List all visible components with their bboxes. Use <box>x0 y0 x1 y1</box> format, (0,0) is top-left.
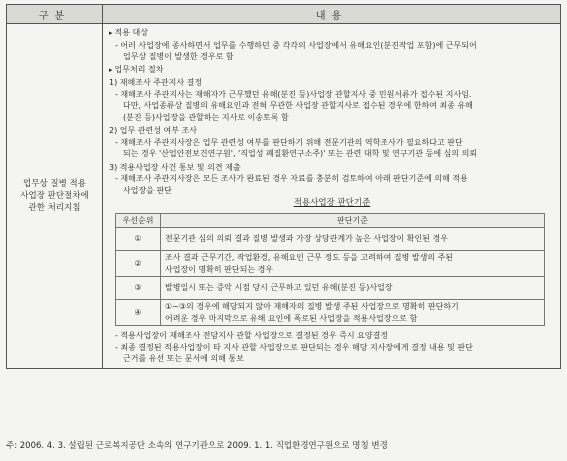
criteria-header: 판단기준 <box>161 213 545 228</box>
priority-number: ② <box>116 251 161 277</box>
text-line: 되는 경우 '산업안전보건연구원', '직업성 폐질환연구소주)' 또는 관련 대학 및 연구기관 등에 심의 의뢰 <box>123 149 478 158</box>
text-line: (분진 등)사업장을 관할하는 지사로 이송토록 함 <box>123 112 289 122</box>
priority-number: ④ <box>116 300 161 326</box>
criteria-row <box>116 251 545 277</box>
category-line: 관한 처리지침 <box>28 202 81 213</box>
text-line: - 어러 사업장에 종사하면서 업무를 수행하던 중 각각의 사업장에서 유해요인(분진작업 포함)에 근무되어 <box>115 40 477 50</box>
criteria-table <box>115 213 545 327</box>
text-line: - 재해조사 주관지사장은 업무 관련성 여부를 판단하기 위해 전문기관의 역학조사가 필요하다고 판단 <box>115 137 463 147</box>
triangle-bullet-icon: ▸ <box>109 65 113 74</box>
subsection-title: 1) 재해조사 주관지사 결정 <box>109 78 203 87</box>
procedure-section <box>109 64 555 197</box>
text-line: 사업장을 판단 <box>123 185 172 195</box>
guideline-table <box>6 4 561 369</box>
tail-section <box>109 330 555 365</box>
category-cell <box>7 24 103 369</box>
footnote: 주: 2006. 4. 3. 설립된 근로복지공단 소속의 연구기관으로 2009. 1. 1. 직업환경연구원으로 명칭 변경 <box>6 441 388 451</box>
section-title: 적용 대상 <box>114 28 148 37</box>
priority-number: ① <box>116 228 161 251</box>
criteria-header-row <box>116 213 545 228</box>
priority-number: ③ <box>116 277 161 300</box>
header-content: 내용 <box>103 5 561 24</box>
criteria-text: ①~③의 경우에 해당되지 않아 재해자의 질병 발생 주된 사업장으로 명확히 판단하기 어려운 경우 마지막으로 유해 요인에 폭로된 사업장을 적용사업장으로 함 <box>161 300 545 326</box>
criteria-title: 적용사업장 판단기준 <box>293 198 371 208</box>
triangle-bullet-icon: ▸ <box>109 29 113 37</box>
target-section <box>109 27 555 63</box>
table-row <box>7 24 561 369</box>
priority-header: 우선순위 <box>116 213 161 228</box>
content-cell <box>103 24 561 369</box>
text-line: - 재해조사 주관지사는 재해자가 근무했던 유해(분진 등)사업장 관할지사 중 민원서류가 접수된 지사임. <box>115 89 472 99</box>
subsection-title: 3) 적용사업장 사건 통보 및 의견 제출 <box>109 162 241 172</box>
guideline-document <box>6 4 561 369</box>
category-line: 사업장 판단절차에 <box>20 190 89 201</box>
header-category: 구분 <box>7 5 103 24</box>
table-header-row <box>7 5 561 24</box>
text-line: 근거를 유선 또는 문서에 의해 통보 <box>123 354 244 363</box>
criteria-text: 전문기관 심의 의뢰 결과 질병 발생과 가장 상당관계가 높은 사업장이 확인된 경우 <box>161 228 545 251</box>
text-line: 업무상 질병이 발생한 경우로 함 <box>123 52 234 61</box>
section-title: 업무처리 절차 <box>114 64 164 74</box>
text-line: 다만, 사업종류상 질병의 유해요인과 전혀 무관한 사업장 관할지사로 접수된 경우에 한하여 최종 유해 <box>123 101 473 110</box>
criteria-row <box>116 228 545 251</box>
criteria-row <box>116 300 545 326</box>
criteria-row <box>116 277 545 300</box>
text-line: - 최종 결정된 적용사업장이 타 지사 관할 사업장으로 판단되는 경우 해당 지사장에게 결정 내용 및 판단 <box>115 342 473 352</box>
criteria-text: 발병일시 또는 증악 시점 당시 근무하고 있던 유해(분진 등)사업장 <box>161 277 545 300</box>
subsection-title: 2) 업무 관련성 여부 조사 <box>109 126 197 135</box>
text-line: - 적용사업장이 재해조사 전담지사 관할 사업장으로 결정된 경우 즉시 요양결정 <box>115 331 389 340</box>
text-line: - 재해조사 주관지사장은 모든 조사가 완료된 경우 자료를 충분히 검토하여 아래 판단기준에 의해 적용 <box>115 174 468 183</box>
criteria-text: 조사 결과 근무기간, 작업환경, 유해요인 근무 정도 등을 고려하여 질병 발생의 주된 사업장이 명확히 판단되는 경우 <box>161 251 545 277</box>
category-line: 업무상 질병 적용 <box>23 178 86 189</box>
